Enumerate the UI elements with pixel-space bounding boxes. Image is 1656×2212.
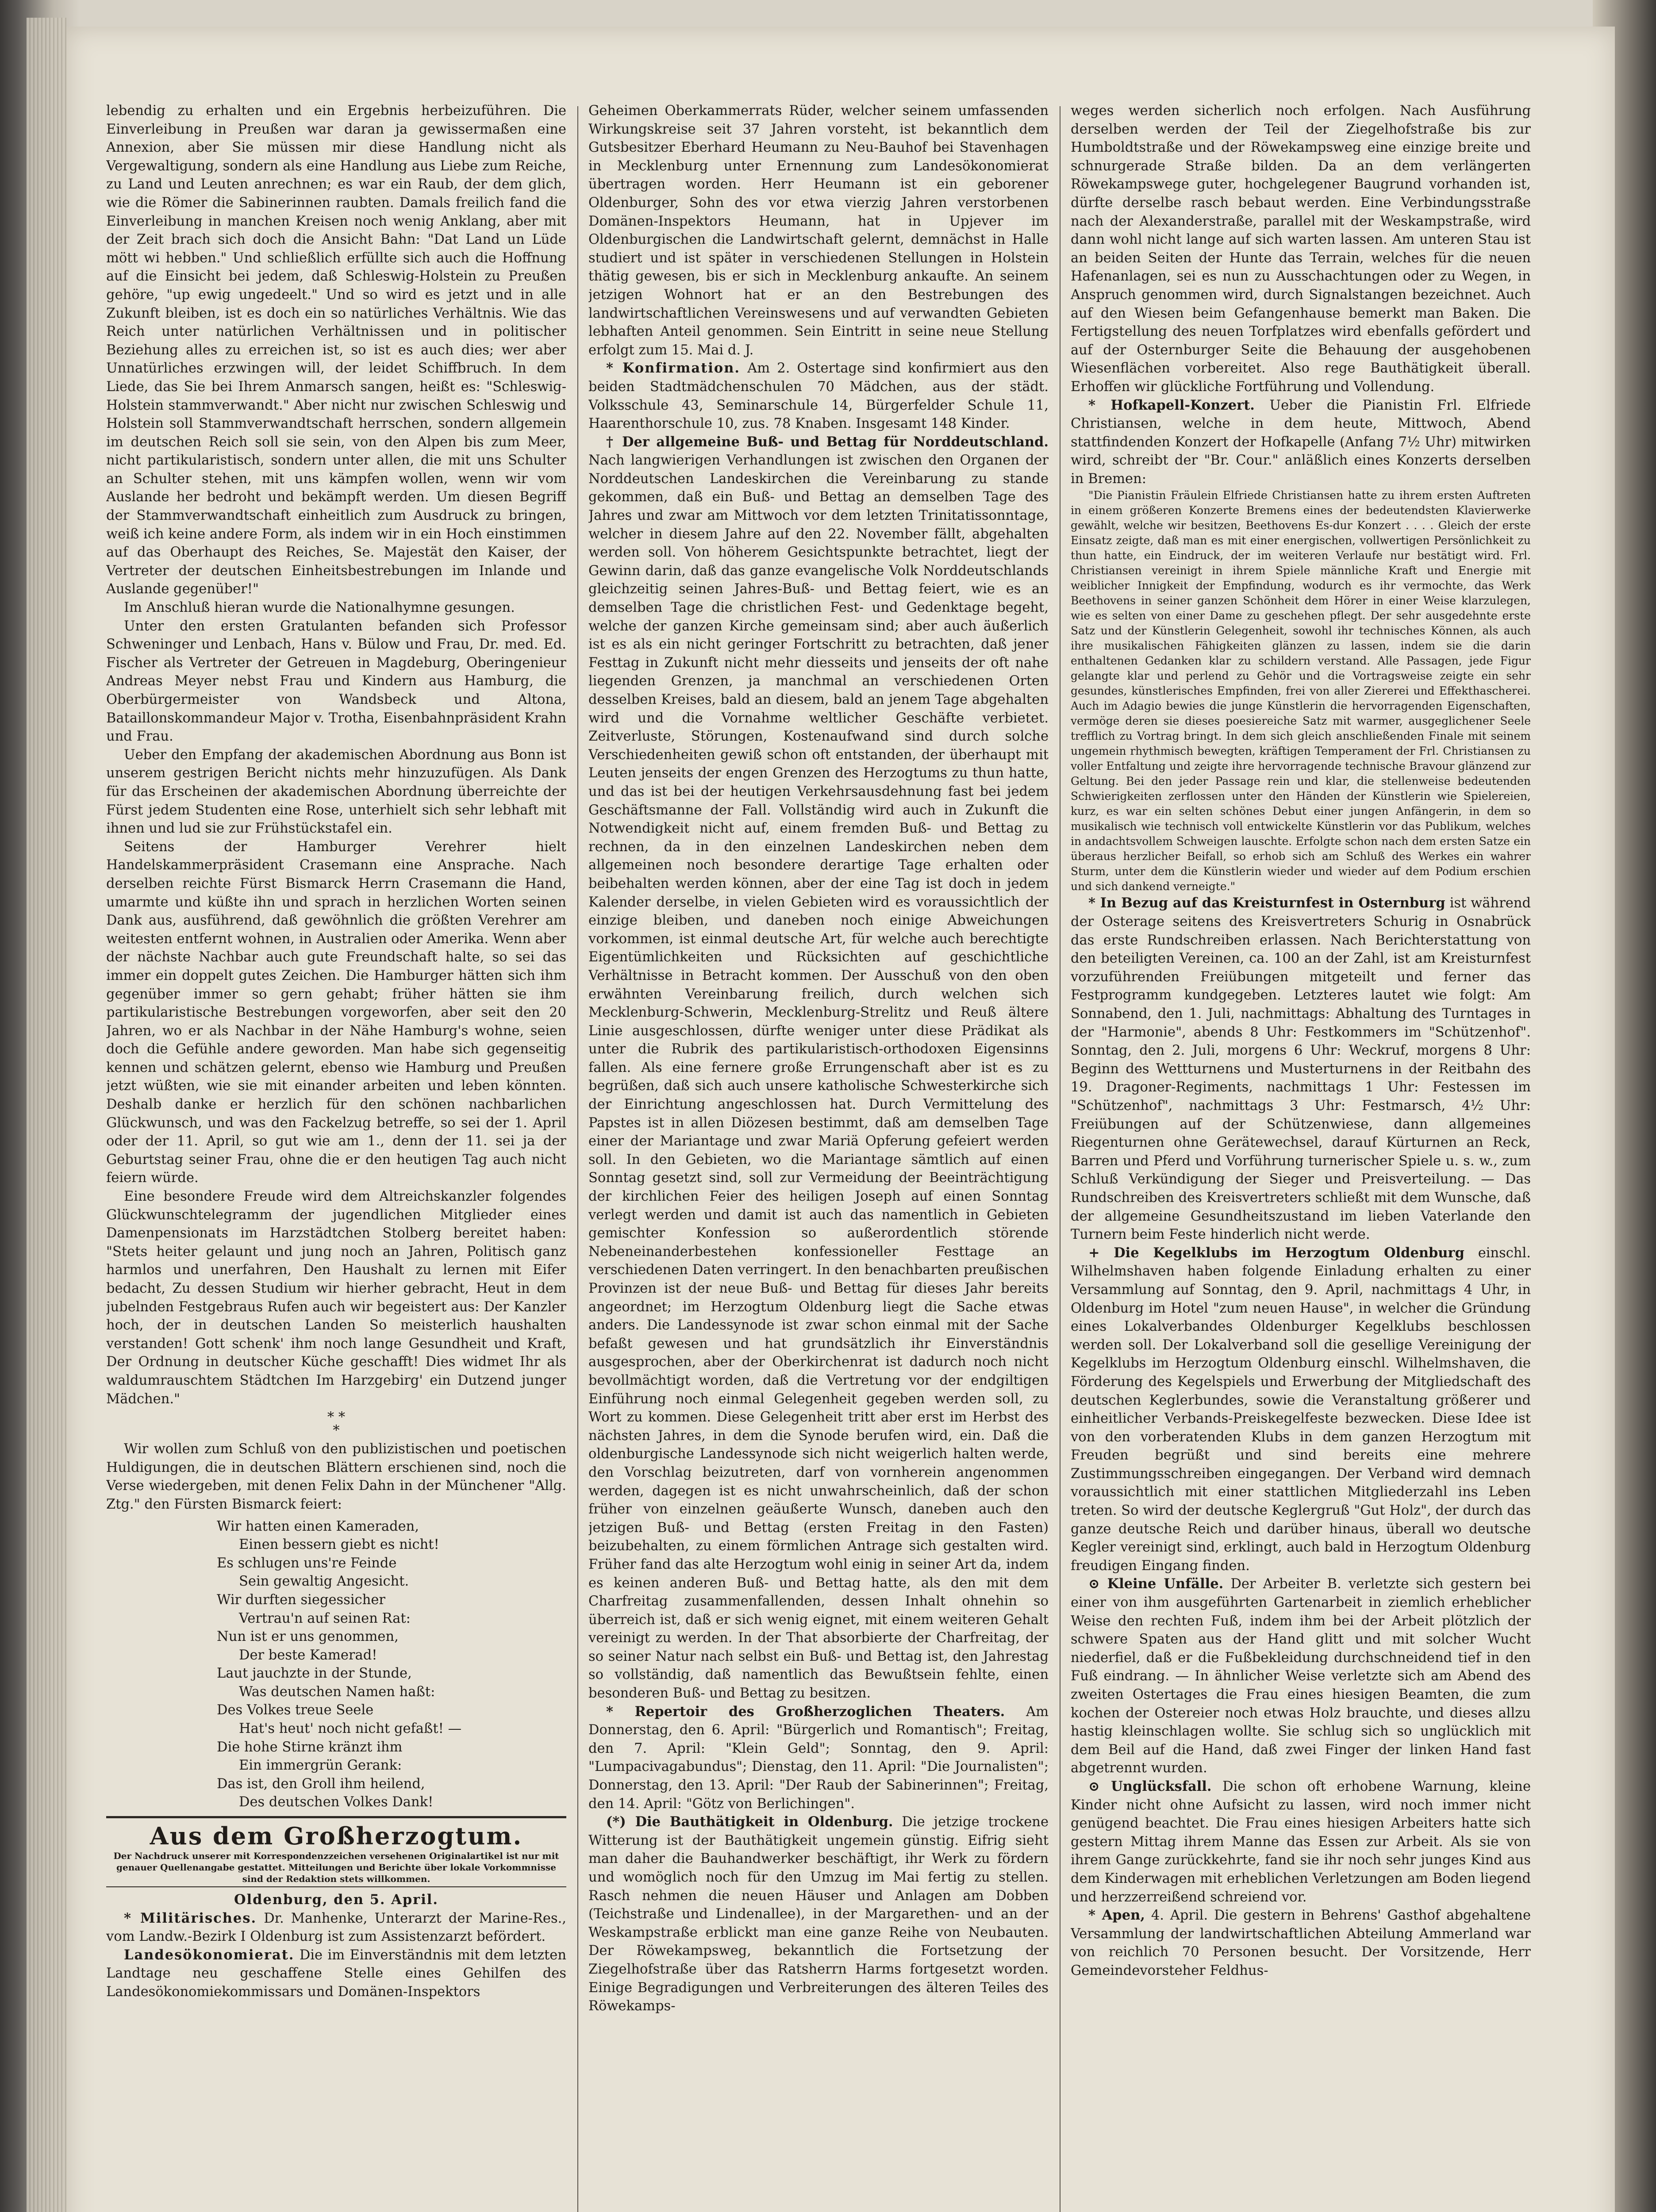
section-header: [106, 1816, 566, 1887]
paragraph: Seitens der Hamburger Verehrer hielt Handelskammerpräsident Crasemann eine Ansprache. Nach derselben reichte Fürst Bismarck Herrn Crasemann die Hand, umarmte und küßte ihn und sprach in herzlichen Worten seinen Dank aus, ausführend, daß gewöhnlich die größten Verehrer am weitesten entfernt wohnen, in Australien oder Amerika. Wenn aber der nächste Nachbar auch gute Freundschaft halte, so sei das immer ein doppelt gutes Zeichen. Die Hamburger hätten sich ihm gegenüber immer so gern gehabt; früher hätten sie ihm partikularistische Bestrebungen vorgeworfen, aber seit den 20 Jahren, wo er als Nachbar in der Nähe Hamburg's wohne, seien doch die Gefühle andere geworden. Man habe sich gegenseitig kennen und schätzen gelernt, ebenso wie Hamburg und Preußen jetzt wüßten, wie sie mit einander arbeiten und leben könnten. Deshalb danke er herzlich für den schönen nachbarlichen Glückwunsch, und was den Fackelzug betreffe, so sei der 1. April oder der 11. April, so gut wie am 1., denn der 11. sei ja der Geburtstag seiner Frau, ohne die er den heutigen Tag auch nicht feiern würde.: [106, 839, 566, 1186]
news-item: [1071, 894, 1531, 1244]
item-text: Ueber die Pianistin Frl. Elfriede Christiansen, welche in dem heute, Mittwoch, Abend stattfindenden Konzert der Hofkapelle (Anfang 7½ Uhr) mitwirken wird, schreibt der "Br. Cour." anläßlich eines Konzerts derselben in Bremen:: [1071, 397, 1531, 487]
item-text: ist während der Osterage seitens des Kreisvertreters Schurig in Osnabrück das erste Rundschreiben erlassen. Nach Berichterstattung von den beteiligten Vereinen, ca. 100 an der Zahl, ist am Kreisturnfest vorzuführenden Freiübungen mitgeteilt und ferner das Festprogramm kundgegeben. Letzteres lautet wie folgt: Am Sonnabend, den 1. Juli, nachmittags: Abhaltung des Turntages in der "Harmonie", abends 8 Uhr: Festkommers im "Schützenhof". Sonntag, den 2. Juli, morgens 6 Uhr: Weckruf, morgens 8 Uhr: Beginn des Wettturnens und Musterturnens in der Reitbahn des 19. Dragoner-Regiments, nachmittags 1 Uhr: Festessen im "Schützenhof", nachmittags 3 Uhr: Festmarsch, 4½ Uhr: Freiübungen auf der Schützenwiese, dann allgemeines Riegenturnen ohne Gerätewechsel, darauf Kürturnen an Reck, Barren und Pferd und Vorführung turnerischer Spiele u. s. w., zum Schluß Verkündigung der Sieger und Preisverteilung. — Das Rundschreiben des Kreisvertreters schließt mit dem Wunsche, daß der allgemeine Gesundheitszustand im lieben Vaterlande den Turnern beim Feste hinderlich nicht werde.: [1071, 895, 1531, 1243]
news-item: [1071, 1906, 1531, 1980]
paragraph: weges werden sicherlich noch erfolgen. Nach Ausführung derselben werden der Teil der Ziegelhofstraße bis zur Humboldtstraße und der Röwekampsweg eine einzige breite und schnurgerade Straße bilden. Da an dem verlängerten Röwekampswege guter, hochgelegener Baugrund vorhanden ist, dürfte derselbe rasch bebaut werden. Eine Verbindungsstraße nach der Alexanderstraße, parallel mit der Weskampstraße, wird dann wohl nicht lange auf sich warten lassen. Am unteren Stau ist an beiden Seiten der Hunte das Terrain, welches für die neuen Hafenanlagen, sei es nun zu Ausschachtungen oder zu Wegen, in Anspruch genommen wird, durch Signalstangen bezeichnet. Auch auf den Wiesen beim Gefangenhause bemerkt man Baken. Die Fertigstellung des neuen Torfplatzes wird ebenfalls gefördert und auf der Osternburger Seite die Behauung der ausgehobenen Wiesenflächen vorbereitet. Also rege Bauthätigkeit überall. Erhoffen wir glückliche Fortführung und Vollendung.: [1071, 103, 1531, 395]
column-2: [588, 102, 1049, 2212]
news-item: [588, 1813, 1049, 2016]
item-heading: * Konfirmation.: [606, 360, 741, 376]
separator-stars: * * *: [327, 1409, 346, 1439]
item-text: Der Arbeiter B. verletzte sich gestern bei einer von ihm ausgeführten Gartenarbeit in ziemlich erheblicher Weise den rechten Fuß, indem ihm bei der Arbeit plötzlich der schwere Spaten aus der Hand glitt und mit solcher Wucht niederfiel, daß er die Fußbekleidung durchschneidend tief in den Fuß eindrang. — In ähnlicher Weise verletzte sich am Abend des zweiten Ostertages die Frau eines hiesigen Beamten, die zum kochen der Ostereier noch etwas Holz brauchte, und dieses allzu hastig kleinschlagen wollte. Sie schlug sich so unglücklich mit dem Beil auf die Hand, daß zwei Finger der linken Hand fast abgetrennt wurden.: [1071, 1576, 1531, 1776]
poem-line: Sein gewaltig Angesicht.: [239, 1574, 409, 1590]
news-item: [588, 359, 1049, 433]
item-heading: * Hofkapell-Konzert.: [1088, 397, 1255, 413]
dateline: Oldenburg, den 5. April.: [234, 1892, 439, 1908]
news-item: [1071, 1778, 1531, 1906]
section-note: Der Nachdruck unserer mit Korrespondenzzeichen versehenen Originalartikel ist nur mit genauer Quellenangabe gestattet. Mitteilungen und Berichte über lokale Vorkommnisse sind der Redaktion stets willkommen.: [113, 1851, 559, 1885]
item-heading: ⊙ Unglücksfall.: [1088, 1778, 1212, 1794]
quote: "Die Pianistin Fräulein Elfriede Christiansen hatte zu ihrem ersten Auftreten in einem größeren Konzerte Bremens eines der bedeutendsten Klavierwerke gewählt, welche wir besitzen, Beethovens Es-dur Konzert . . . . Gleich der erste Einsatz zeigte, daß man es mit einer energischen, vollwertigen Persönlichkeit zu thun hatte, ein Eindruck, der im weiteren Verlaufe nur bestätigt wird. Frl. Christiansen vereinigt in ihrem Spiele männliche Kraft und Energie mit weiblicher Innigkeit der Empfindung, wodurch es ihr vermochte, das Werk Beethovens in seiner ganzen Schönheit dem Hörer in einer Weise klarzulegen, wie es selten von einer Dame zu geschehen pflegt. Der sehr ausgedehnte erste Satz und der Künstlerin Gelegenheit, sowohl ihr technisches Können, als auch ihre musikalischen Fähigkeiten glänzen zu lassen, indem sie die darin enthaltenen Gedanken klar zu schildern verstand. Alle Passagen, jede Figur gelangte klar und perlend zu Gehör und die Vortragsweise zeigte ein sehr gesundes, künstlerisches Empfinden, frei von aller Ziererei und Effekthascherei. Auch im Adagio bewies die junge Künstlerin die hervorragenden Eigenschaften, vermöge deren sie dieses poesiereiche Satz mit warmer, ausgeglichener Seele trefflich zu Vortrag bringt. In dem sich gleich anschließenden Finale mit seinem ungemein rhythmisch bewegten, kräftigen Temperament der Frl. Christiansen zu voller Entfaltung und zeigte ihre hervorragende technische Bravour glänzend zur Geltung. Bei den jeder Passage rein und klar, die stellenweise bedeutenden Schwierigkeiten zerflossen unter den Händen der Künstlerin wie Spielereien, kurz, es war ein selten schönes Debut einer jungen Anfängerin, in dem so musikalisch wie technisch voll entwickelte Künstlerin vor das Publikum, welches in andachtsvollem Schweigen lauschte. Erfolgte schon nach dem ersten Satze ein überaus herzlicher Beifall, so erhob sich am Schluß des Werkes ein wahrer Sturm, unter dem die Künstlerin wieder und wieder auf dem Podium erschien und sich dankend verneigte.": [1071, 489, 1531, 893]
poem-line: Der beste Kamerad!: [239, 1647, 377, 1663]
poem-line: Laut jauchzte in der Stunde,: [217, 1666, 412, 1682]
paragraph: Unter den ersten Gratulanten befanden sich Professor Schweninger und Lenbach, Hans v. Bülow und Frau, Dr. med. Ed. Fischer als Vertreter der Getreuen in Magdeburg, Oberingenieur Andreas Meyer nebst Frau und Kindern aus Hamburg, die Oberbürgermeister von Wandsbeck und Altona, Bataillonskommandeur Major v. Trotha, Eisenbahnpräsident Krahn und Frau.: [106, 618, 566, 745]
paragraph: Im Anschluß hieran wurde die Nationalhymne gesungen.: [124, 600, 515, 616]
item-text: Die jetzige trockene Witterung ist der Bauthätigkeit ungemein günstig. Eifrig sieht man daher die Bauhandwerker beschäftigt, ihr Werk zu fördern und womöglich noch für den Umzug im Mai fertig zu stellen. Rasch nehmen die neuen Häuser und Anlagen am Dobben (Teichstraße und Lindenallee), in der Margarethen- und an der Weskampstraße erblickt man eine ganze Reihe von Neubauten. Der Röwekampsweg, bekanntlich die Fortsetzung der Ziegelhofstraße über das Ratsherrn Harms fortgesetzt worden. Einige Begradigungen und Verbreiterungen des älteren Teiles des Röwekamps-: [588, 1814, 1049, 2014]
news-item: [1071, 396, 1531, 488]
binding-edge: [27, 18, 66, 2212]
poem-line: Wir hatten einen Kameraden,: [217, 1518, 419, 1534]
item-text: Die schon oft erhobene Warnung, kleine Kinder nicht ohne Aufsicht zu lassen, wird noch immer nicht genügend beachtet. Die Frau eines hiesigen Arbeiters hatte sich gestern Mittag ihrem Manne das Essen zur Arbeit. Als sie von ihrem Gange zurückkehrte, fand sie ihr noch sehr junges Kind aus dem Kinderwagen mit erheblichen Verletzungen am Boden liegend und herzzerreißend schreiend vor.: [1071, 1778, 1531, 1905]
poem-line: Was deutschen Namen haßt:: [239, 1684, 435, 1700]
poem-line: Wir durften siegessicher: [217, 1592, 385, 1608]
item-heading: † Der allgemeine Buß- und Bettag für Norddeutschland.: [606, 434, 1049, 450]
item-text: Am Donnerstag, den 6. April: "Bürgerlich und Romantisch"; Freitag, den 7. April: "Klein Geld"; Sonntag, den 9. April: "Lumpacivagabundus"; Dienstag, den 11. April: "Die Journalisten"; Donnerstag, den 13. April: "Der Raub der Sabinerinnen"; Freitag, den 14. April: "Götz von Berlichingen".: [588, 1704, 1049, 1812]
item-text: Die im Einverständnis mit dem letzten Landtage neu geschaffene Stelle eines Gehilfen des Landesökonomiekommissars und Domänen-Inspektors: [106, 1947, 566, 2000]
poem-line: Vertrau'n auf seinen Rat:: [239, 1610, 411, 1626]
item-heading: ⊙ Kleine Unfälle.: [1088, 1576, 1224, 1592]
column-rule: [577, 106, 578, 2212]
item-heading: * In Bezug auf das Kreisturnfest in Osternburg: [1088, 895, 1445, 911]
poem-line: Des deutschen Volkes Dank!: [239, 1794, 434, 1810]
poem-line: Des Volkes treue Seele: [217, 1702, 374, 1718]
poem-line: Hat's heut' noch nicht gefaßt! —: [239, 1721, 462, 1737]
paragraph: Eine besondere Freude wird dem Altreichskanzler folgendes Glückwunschtelegramm der jugendlichen Mitglieder eines Damenpensionats im Harzstädtchen Stolberg bereitet haben: "Stets heiter gelaunt und jung noch an Jahren, Politisch ganz harmlos und unerfahren, Den Haushalt zu lernen mit Eifer bedacht, Zu dessen Studium wir hierher gebracht, Heut in dem jubelnden Festgebraus Rufen auch wir begeistert aus: Der Kanzler hoch, der in deutschen Landen So meisterlich haushalten verstanden! Gott schenk' ihm noch lange Gesundheit und Kraft, Der Ordnung in deutscher Küche geschafft! Dies widmet Ihr als waldumrauschtem Städtchen Im Harzgebirg' ein Dutzend junger Mädchen.": [106, 1189, 566, 1407]
item-text: Am 2. Ostertage sind konfirmiert aus den beiden Stadtmädchenschulen 70 Mädchen, aus der städt. Volksschule 43, Seminarschule 14, Bürgerfelder Schule 11, Haarenthorschule 10, zus. 78 Knaben. Insgesamt 148 Kinder.: [588, 361, 1049, 432]
item-heading: Landesökonomierat.: [124, 1947, 295, 1963]
news-item: [588, 1703, 1049, 1813]
section-title: Aus dem Großherzogtum.: [150, 1822, 523, 1851]
item-text: einschl. Wilhelmshaven haben folgende Einladung erhalten zu einer Versammlung auf Sonntag, den 9. April, nachmittags 4 Uhr, in Oldenburg im Hotel "zum neuen Hause", in welcher die Gründung eines Lokalverbandes Oldenburger Kegelklubs beschlossen werden soll. Der Lokalverband soll die gesellige Vereinigung der Kegelklubs im Herzogtum Oldenburg einschl. Wilhelmshaven, die Förderung des Kegelspiels und Erwerbung der Mitgliedschaft des deutschen Keglerbundes, sowie die Veranstaltung größerer und einheitlicher Verbands-Preiskegelfeste bezwecken. Diese Idee ist von den vorberatenden Klubs in dem ganzen Herzogtum mit Freuden begrüßt und sind bereits eine mehrere Zustimmungsschreiben eingegangen. Der Verband wird demnach voraussichtlich mit einer stattlichen Mitgliederzahl ins Leben treten. So wird der deutsche Keglergruß "Gut Holz", der durch das ganze deutsche Reich und darüber hinaus, überall wo deutsche Kegler vereinigt sind, erklingt, auch bald in Herzogtum Oldenburg freudigen Eingang finden.: [1071, 1245, 1531, 1574]
item-heading: (*) Die Bauthätigkeit in Oldenburg.: [606, 1814, 893, 1830]
column-3: [1071, 102, 1531, 2212]
item-heading: + Die Kegelklubs im Herzogtum Oldenburg: [1088, 1244, 1464, 1261]
paragraph: lebendig zu erhalten und ein Ergebnis herbeizuführen. Die Einverleibung in Preußen war daran ja gewissermaßen eine Annexion, aber Sie müssen mir diese Handlung nicht als Vergewaltigung, sondern als eine Handlung aus Liebe zum Reiche, zu Land und Leuten anrechnen; es war ein Raub, der dem glich, wie die Römer die Sabinerinnen raubten. Damals freilich fand die Einverleibung in manchen Kreisen noch wenig Anklang, aber mit der Zeit brach sich doch die Ansicht Bahn: "Dat Land un Lüde mött wi hebben." Und schließlich erfüllte sich auch die Hoffnung auf die Einsicht bei jedem, daß Schleswig-Holstein zu Preußen gehöre, "up ewig ungedeelt." Und so wird es jetzt und in alle Zukunft bleiben, ist es doch ein so natürliches Verhältnis. Wie das Reich unter natürlichen Verhältnissen und in politischer Beziehung alles zu erreichen ist, so ist es auch dies; wer aber Unnatürliches erzwingen will, der leidet Schiffbruch. In dem Liede, das Sie bei Ihrem Anmarsch sangen, heißt es: "Schleswig-Holstein stammverwandt." Aber nicht nur zwischen Schleswig und Holstein soll Stammverwandtschaft herrschen, sondern allgemein im deutschen Reich soll sie sein, von den Alpen bis zum Meer, nicht partikularistisch, sondern unter allen, die mit uns Schulter an Schulter stehen, mit uns kämpfen wollen, wenn wir vom Auslande her bedroht und bekämpft werden. Um diesen Begriff der Stammverwandtschaft einheitlich zum Ausdruck zu bringen, weiß ich keine andere Form, als indem wir in ein Hoch einstimmen auf das Oberhaupt des Reiches, Se. Majestät den Kaiser, der Vertreter der deutschen Einheitsbestrebungen im Inlande und Auslande gegenüber!": [106, 103, 566, 597]
poem: [106, 1517, 566, 1812]
item-text: Nach langwierigen Verhandlungen ist zwischen den Organen der Norddeutschen Landeskirchen die Vereinbarung zu stande gekommen, daß ein Buß- und Bettag an demselben Tage des Jahres und zwar am Mittwoch vor dem letzten Trinitatissonntage, welcher in diesem Jahre auf den 22. November fällt, abgehalten werden soll. Von höherem Gesichtspunkte betrachtet, liegt der Gewinn darin, daß das ganze evangelische Volk Norddeutschlands gleichzeitig seinen Jahres-Buß- und Bettag feiert, wie es an demselben Tage die christlichen Fest- und Gedenktage begeht, welche der ganzen Kirche gemeinsam sind; aber auch äußerlich ist es als ein nicht geringer Fortschritt zu betrachten, daß jener Festtag in Zukunft nicht mehr diesseits und jenseits der oft nahe liegenden Grenzen, ja manchmal an verschiedenen Orten desselben Kreises, bald an diesem, bald an jenem Tage abgehalten wird und die Vornahme weltlicher Geschäfte verbietet. Zeitverluste, Störungen, Kostenaufwand sind durch solche Verschiedenheiten gewiß schon oft entstanden, der überhaupt mit Leuten jenseits der engen Grenzen des Herzogtums zu thun hatte, und das ist bei der heutigen Verkehrsausdehnung fast bei jedem Geschäftsmanne der Fall. Vollständig wird auch in Zukunft die Notwendigkeit nicht auf, einem fremden Buß- und Bettag zu rechnen, da in den einzelnen Landeskirchen neben dem allgemeinen noch besondere derartige Tage erhalten oder beibehalten werden können, aber der eine Tag ist doch in jedem Kalender derselbe, in vielen Gebieten wird es voraussichtlich der einzige bleiben, und daneben noch einige Abweichungen vorkommen, ist einmal deutsche Art, für welche auch berechtigte Eigentümlichkeiten und Rücksichten auf geschichtliche Verhältnisse in Betracht kommen. Der Ausschuß von den oben erwähnten Vereinbarung freilich, durch welchen sich Mecklenburg-Schwerin, Mecklenburg-Strelitz und Reuß ältere Linie ausgeschlossen, dürfte weniger unter diese Prädikat als unter die Rubrik des partikularistisch-orthodoxen Eigensinns fallen. Als eine fernere große Errungenschaft aber ist es zu begrüßen, daß sich auch unsere katholische Schwesterkirche sich der Einrichtung angeschlossen hat. Durch Vermittelung des Papstes ist in allen Diözesen bestimmt, daß am demselben Tage einer der Mariantage und zwar Mariä Opferung gefeiert werden soll. In den Gebieten, wo die Mariantage sämtlich auf einen Sonntag gesetzt sind, soll zur Vermeidung der Beeinträchtigung der kirchlichen Feier des heiligen Joseph auf einen Sonntag verlegt werden und damit ist auch das namentlich in Gebieten gemischter Konfession so außerordentlich störende Nebeneinanderbestehen konfessioneller Festtage an verschiedenen Daten verringert. In den benachbarten preußischen Provinzen ist der neue Buß- und Bettag für dieses Jahr bereits angeordnet; im Herzogtum Oldenburg liegt die Sache etwas anders. Die Landessynode ist zwar schon einmal mit der Sache befaßt gewesen und hat grundsätzlich ihr Einverständnis ausgesprochen, aber der Oberkirchenrat ist dadurch noch nicht bevollmächtigt worden, daß die Vertretung vor der endgiltigen Einführung noch einmal Gelegenheit gegeben werden soll, zu Wort zu kommen. Diese Gelegenheit tritt aber erst im Herbst des nächsten Jahres, in dem die Synode berufen wird, ein. Daß die oldenburgische Landessynode sich nicht weigerlich halten werde, den Vorschlag beizutreten, darf von vornherein angenommen werden, dagegen ist es nicht unwahrscheinlich, daß der schon früher von einzelnen geäußerte Wunsch, daneben auch den jetzigen Buß- und Bettag (ersten Freitag in den Fasten) beizubehalten, zu einem förmlichen Antrage sich gestalten wird. Früher fand das alte Herzogtum wohl einig in seiner Art da, indem es keinen anderen Buß- und Bettag hatte, als den mit dem Charfreitag zusammenfallenden, dessen Inhalt ohnehin so überreich ist, daß er sich wenig eignet, mit einem weiteren Gehalt vereinigt zu werden. In der That absorbierte der Charfreitag, der so seiner Natur nach selbst ein Buß- und Bettag ist, den Jahrestag so vollständig, daß namentlich das Bewußtsein fehlte, einen besonderen Buß- und Bettag zu besitzen.: [588, 453, 1049, 1701]
item-heading: * Repertoir des Großherzoglichen Theaters.: [606, 1703, 1005, 1720]
poem-line: Nun ist er uns genommen,: [217, 1629, 399, 1645]
poem-line: Es schlugen uns're Feinde: [217, 1555, 397, 1571]
paragraph: Wir wollen zum Schluß von den publizistischen und poetischen Huldigungen, die in deutschen Blättern erschienen sind, noch die Verse wiedergeben, mit denen Felix Dahn in der Münchener "Allg. Ztg." den Fürsten Bismarck feiert:: [106, 1441, 566, 1512]
column-1: [106, 102, 566, 2212]
poem-line: Einen bessern giebt es nicht!: [239, 1537, 439, 1553]
news-item: [1071, 1575, 1531, 1778]
poem-line: Ein immergrün Gerank:: [239, 1758, 402, 1774]
paragraph: Ueber den Empfang der akademischen Abordnung aus Bonn ist unserem gestrigen Bericht nichts mehr hinzuzufügen. Als Dank für das Erscheinen der akademischen Abordnung überreichte der Fürst jedem Studenten eine Rose, unterhielt sich sehr lebhaft mit ihnen und lud sie zur Frühstückstafel ein.: [106, 747, 566, 837]
news-item: [106, 1946, 566, 2001]
poem-line: Das ist, den Groll ihm heilend,: [217, 1776, 425, 1792]
item-heading: * Apen,: [1088, 1907, 1145, 1924]
item-heading: * Militärisches.: [124, 1910, 257, 1926]
news-item: [106, 1909, 566, 1946]
paragraph: Geheimen Oberkammerrats Rüder, welcher seinem umfassenden Wirkungskreise seit 37 Jahren vorsteht, ist bekanntlich dem Gutsbesitzer Eberhard Heumann zu Neu-Bauhof bei Stavenhagen in Mecklenburg unter Ernennung zum Landesökonomierat übertragen worden. Herr Heumann ist ein geborener Oldenburger, Sohn des vor etwa vierzig Jahren verstorbenen Domänen-Inspektors Heumann, hat in Upjever im Oldenburgischen die Landwirtschaft gelernt, demnächst in Halle studiert und ist später in verschiedenen Stellungen in Holstein thätig gewesen, bis er sich in Mecklenburg ankaufte. An seinem jetzigen Wohnort hat er an den Bestrebungen des landwirtschaftlichen Vereinswesens und auf verwandten Gebieten lebhaften Anteil genommen. Sein Eintritt in seine neue Stellung erfolgt zum 15. Mai d. J.: [588, 103, 1049, 358]
poem-line: Die hohe Stirne kränzt ihm: [217, 1739, 403, 1755]
news-item: [1071, 1244, 1531, 1575]
news-item: [588, 433, 1049, 1703]
item-text: Dr. Manhenke, Unterarzt der Marine-Res., vom Landw.-Bezirk I Oldenburg ist zum Assistenzarzt befördert.: [106, 1910, 566, 1945]
item-text: 4. April. Die gestern in Behrens' Gasthof abgehaltene Versammlung der landwirtschaftlichen Abteilung Ammerland war von reichlich 70 Personen besucht. Der Vorsitzende, Herr Gemeindevorsteher Feldhus-: [1071, 1908, 1531, 1978]
